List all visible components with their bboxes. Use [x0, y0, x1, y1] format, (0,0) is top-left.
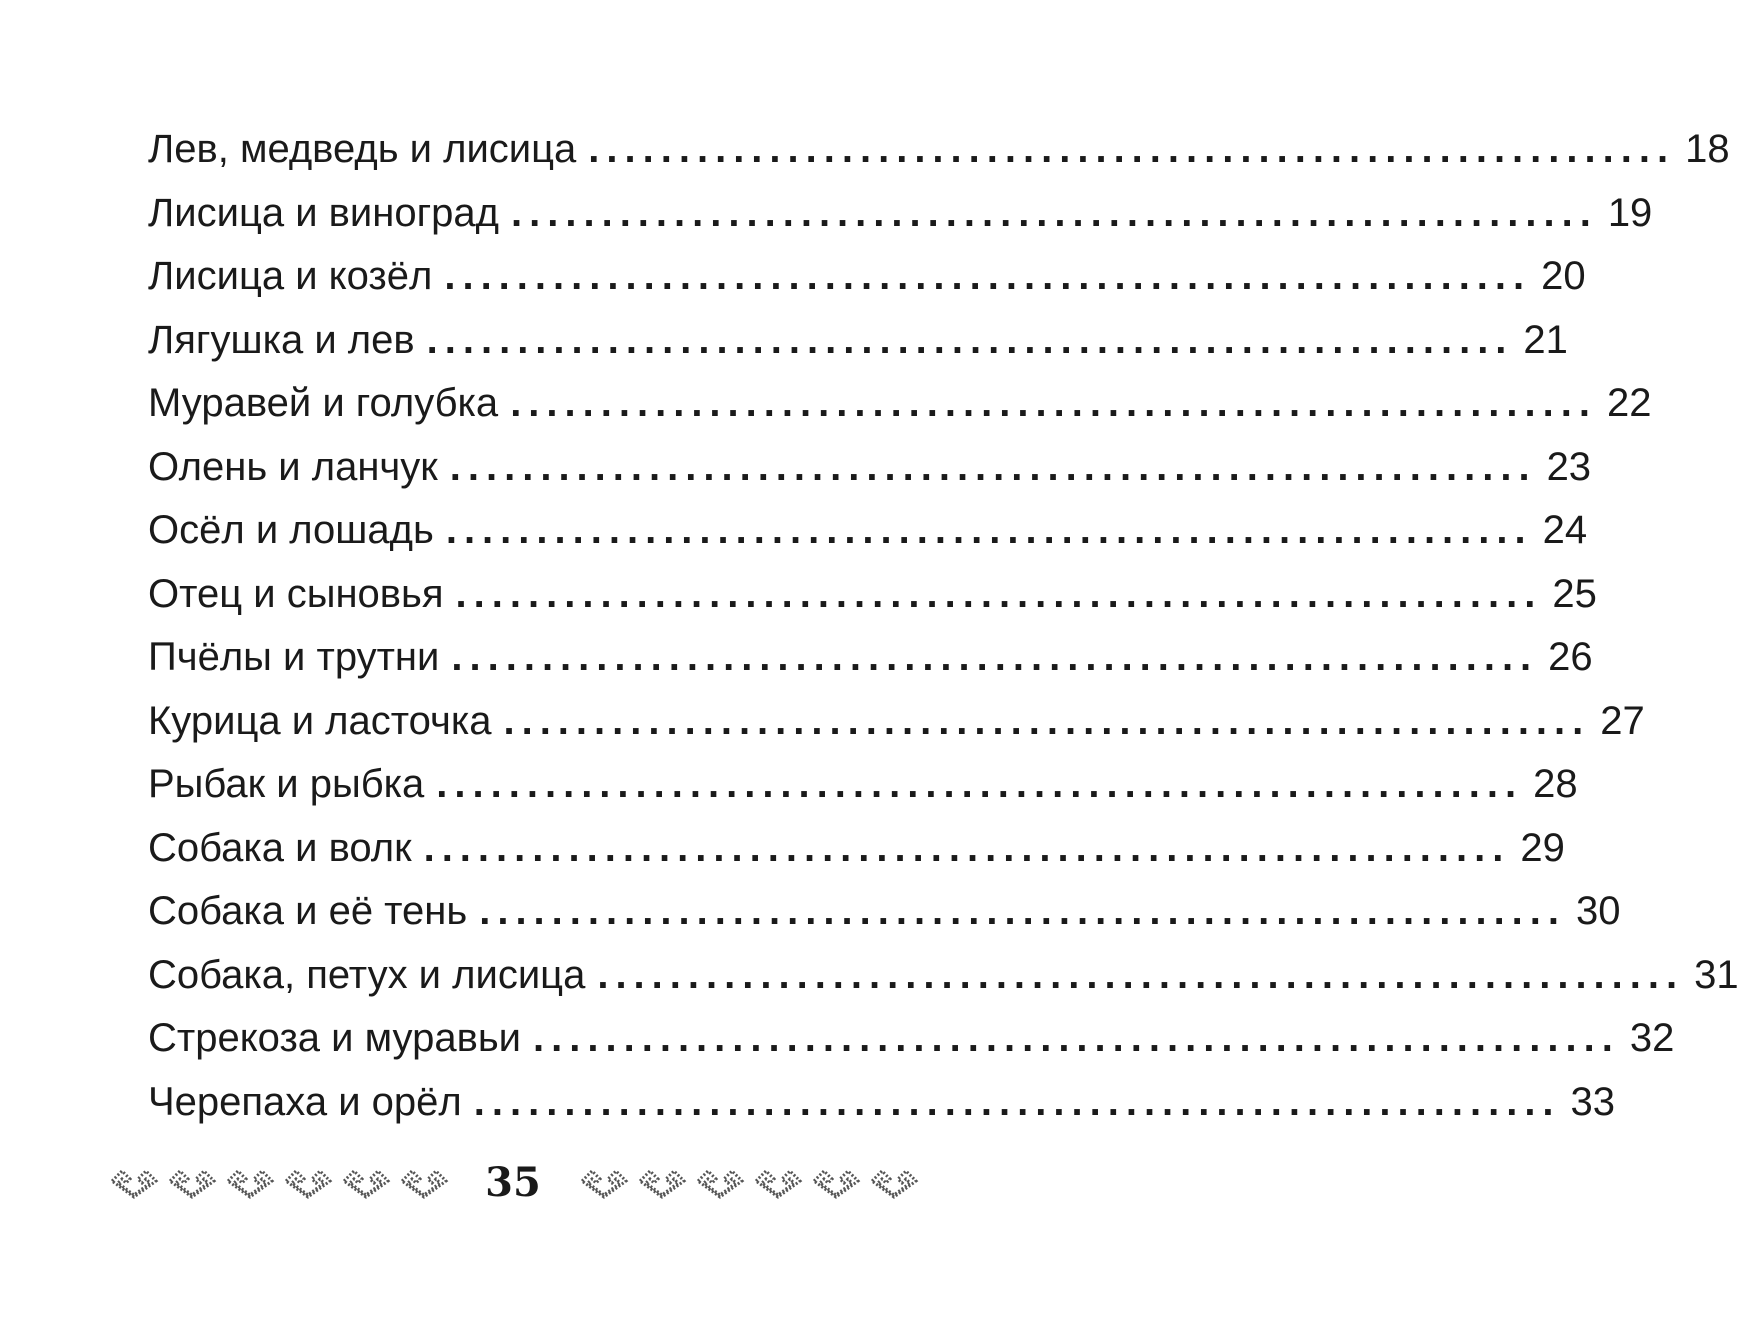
toc-entry-page: 19 — [1607, 190, 1653, 235]
ornament-motif-icon — [752, 1163, 804, 1199]
toc-entry-title: Собака и волк — [148, 825, 412, 870]
dot-leader: ............................................................ — [444, 254, 1532, 298]
toc-entry-title: Черепаха и орёл — [148, 1079, 462, 1124]
toc-entry — [148, 626, 1593, 690]
toc-entry-page: 23 — [1546, 444, 1592, 489]
toc-entry-page: 31 — [1694, 952, 1739, 997]
toc-entry — [148, 499, 1588, 563]
dot-leader: ............................................................ — [473, 1079, 1561, 1124]
toc-entry-title: Олень и ланчук — [148, 444, 438, 489]
toc-entry-page: 24 — [1542, 508, 1588, 552]
dot-leader: ............................................................ — [510, 381, 1597, 425]
toc-entry-title: Собака и её тень — [148, 889, 468, 933]
toc-entry-title: Отец и сыновья — [148, 571, 444, 616]
dot-leader: ............................................................ — [451, 635, 1539, 679]
toc-entry-page: 32 — [1629, 1016, 1675, 1060]
toc-entry-page: 22 — [1606, 381, 1652, 425]
dot-leader: ............................................................ — [503, 698, 1591, 743]
dot-leader: ............................................................ — [511, 190, 1598, 235]
toc-entry-page: 21 — [1523, 317, 1568, 362]
ornament-motif-icon — [108, 1163, 160, 1199]
toc-entry — [148, 182, 1653, 246]
ornament-motif-icon — [224, 1163, 276, 1199]
toc-entry — [148, 817, 1565, 881]
toc-entry-title: Стрекоза и муравьи — [148, 1016, 522, 1060]
dot-leader: ............................................................ — [449, 444, 1537, 489]
toc-entry — [148, 563, 1597, 627]
toc-entry-title: Лисица и виноград — [148, 190, 500, 235]
toc-entry — [148, 753, 1578, 817]
dot-leader: ............................................................ — [597, 952, 1685, 997]
toc-entry-title: Муравей и голубка — [148, 381, 499, 425]
dot-leader: ............................................................ — [479, 889, 1567, 933]
page-footer — [0, 1155, 1000, 1215]
ornament-motif-icon — [398, 1163, 450, 1199]
dot-leader: ............................................................ — [533, 1016, 1620, 1060]
dot-leader: ............................................................ — [455, 571, 1543, 616]
ornament-motif-icon — [810, 1163, 862, 1199]
ornament-motif-icon — [578, 1163, 630, 1199]
ornament-motif-icon — [340, 1163, 392, 1199]
dot-leader: ............................................................ — [445, 508, 1533, 552]
toc-entry-page: 18 — [1685, 127, 1730, 171]
toc-entry — [148, 436, 1592, 500]
ornament-motif-icon — [166, 1163, 218, 1199]
toc-entry — [148, 372, 1652, 436]
toc-entry-title: Лев, медведь и лисица — [148, 127, 577, 171]
toc-entry-page: 25 — [1552, 571, 1597, 616]
ornament-left — [108, 1163, 450, 1199]
toc-entry-title: Лягушка и лев — [148, 317, 415, 362]
toc-entry-page: 30 — [1576, 889, 1621, 933]
toc-entry-page: 20 — [1541, 254, 1586, 298]
toc-entry-page: 28 — [1533, 762, 1578, 806]
ornament-right — [578, 1163, 920, 1199]
toc-entry-title: Курица и ласточка — [148, 698, 492, 743]
toc-entry — [148, 944, 1739, 1008]
dot-leader: ............................................................ — [426, 317, 1514, 362]
toc-entry — [148, 118, 1730, 182]
dot-leader: ............................................................ — [588, 127, 1676, 171]
toc-entry-page: 26 — [1548, 635, 1593, 679]
toc-entry — [148, 880, 1621, 944]
toc-entry — [148, 1071, 1616, 1135]
toc-entry-page: 29 — [1520, 825, 1565, 870]
table-of-contents — [148, 118, 1739, 1134]
toc-entry-page: 33 — [1570, 1079, 1616, 1124]
toc-entry-title: Пчёлы и трутни — [148, 635, 440, 679]
ornament-motif-icon — [694, 1163, 746, 1199]
toc-entry-title: Лисица и козёл — [148, 254, 433, 298]
toc-entry-title: Собака, петух и лисица — [148, 952, 586, 997]
toc-entry-title: Рыбак и рыбка — [148, 762, 425, 806]
dot-leader: ............................................................ — [423, 825, 1511, 870]
toc-entry — [148, 1007, 1675, 1071]
toc-entry — [148, 309, 1568, 373]
ornament-motif-icon — [282, 1163, 334, 1199]
toc-entry — [148, 690, 1645, 754]
toc-entry-page: 27 — [1600, 698, 1645, 743]
toc-entry — [148, 245, 1586, 309]
toc-entry-title: Осёл и лошадь — [148, 508, 434, 552]
ornament-motif-icon — [636, 1163, 688, 1199]
dot-leader: ............................................................ — [436, 762, 1524, 806]
page-number: 35 — [485, 1159, 541, 1206]
ornament-motif-icon — [868, 1163, 920, 1199]
